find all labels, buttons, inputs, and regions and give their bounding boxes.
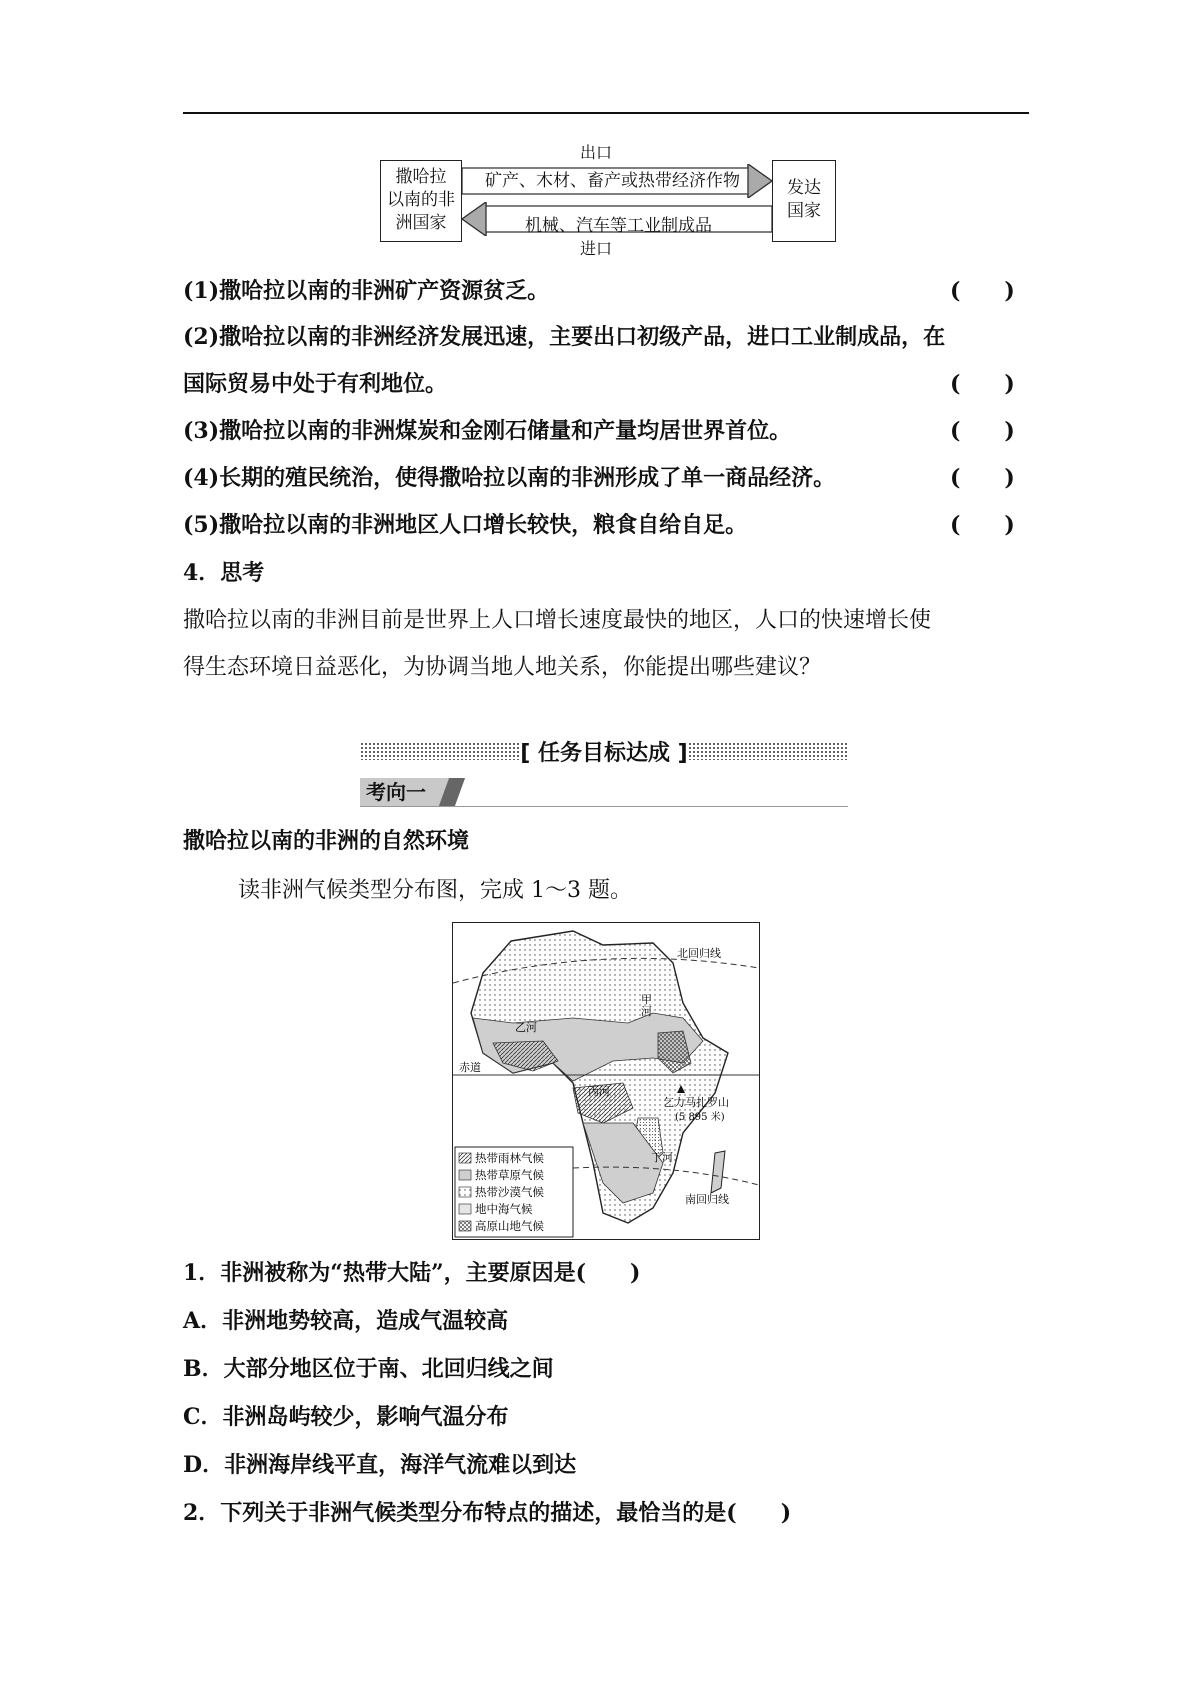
label-river-yi: 乙河 (515, 1021, 537, 1034)
africa-climate-map (452, 922, 760, 1240)
trade-diagram (380, 140, 840, 258)
map-legend (455, 1147, 573, 1237)
banner-dots (688, 742, 848, 760)
think-line-2: 得生态环境日益恶化，为协调当地人地关系，你能提出哪些建议？ (183, 655, 822, 680)
label-equator: 赤道 (459, 1061, 481, 1074)
q1-stem: 1．非洲被称为“热带大陆”，主要原因是( ) (183, 1260, 641, 1286)
left-box-line: 洲国家 (395, 213, 447, 233)
judgment-5: (5)撒哈拉以南的非洲地区人口增长较快，粮食自给自足。 (183, 512, 748, 538)
q1-option-a[interactable]: A．非洲地势较高，造成气温较高 (183, 1308, 509, 1334)
label-mountain: 乞力马扎罗山 (663, 1096, 729, 1109)
q1-option-c[interactable]: C．非洲岛屿较少，影响气温分布 (183, 1404, 509, 1430)
instruction: 读非洲气候类型分布图，完成 1～3 题。 (238, 878, 632, 903)
banner-dots (360, 742, 520, 760)
judgment-2-cont: 国际贸易中处于有利地位。 (183, 371, 448, 397)
direction-tab-bar (360, 778, 848, 807)
sub-saharan-box (380, 160, 462, 242)
export-label: 出口 (580, 143, 613, 162)
left-box-line: 撒哈拉 (395, 167, 447, 187)
q2-stem: 2．下列关于非洲气候类型分布特点的描述，最恰当的是( ) (183, 1500, 792, 1526)
legend-desert: 热带沙漠气候 (475, 1185, 544, 1199)
header-rule (183, 112, 1029, 114)
legend-rainforest: 热带雨林气候 (475, 1151, 544, 1165)
answer-blank[interactable]: ( ) (950, 512, 1015, 538)
q1-option-b[interactable]: B．大部分地区位于南、北回归线之间 (183, 1356, 554, 1382)
q1-option-d[interactable]: D．非洲海岸线平直，海洋气流难以到达 (183, 1452, 577, 1478)
answer-blank[interactable]: ( ) (950, 418, 1015, 444)
judgment-3: (3)撒哈拉以南的非洲煤炭和金刚石储量和产量均居世界首位。 (183, 418, 792, 444)
answer-blank[interactable]: ( ) (950, 278, 1015, 304)
left-box-line: 以南的非 (387, 190, 455, 210)
developed-country-box (772, 160, 836, 242)
africa-map-svg (453, 923, 759, 1239)
madagascar (711, 1151, 725, 1193)
legend-mediterranean: 地中海气候 (475, 1202, 533, 1216)
label-elevation: (5 895 米) (675, 1112, 725, 1123)
judgment-4: (4)长期的殖民统治，使得撒哈拉以南的非洲形成了单一商品经济。 (183, 465, 836, 491)
export-goods: 矿产、木材、畜产或热带经济作物 (485, 171, 740, 191)
section-title: 撒哈拉以南的非洲的自然环境 (183, 828, 470, 854)
task-banner (360, 738, 848, 764)
right-box-line: 发达 (787, 178, 821, 198)
judgment-2: (2)撒哈拉以南的非洲经济发展迅速，主要出口初级产品，进口工业制成品，在 (183, 324, 946, 350)
label-tropic-n: 北回归线 (677, 947, 721, 960)
answer-blank[interactable]: ( ) (950, 371, 1015, 397)
answer-blank[interactable]: ( ) (950, 465, 1015, 491)
label-river-jia: 甲河 (641, 993, 652, 1018)
label-tropic-s: 南回归线 (685, 1193, 729, 1206)
legend-savanna: 热带草原气候 (475, 1168, 544, 1182)
judgment-1: (1)撒哈拉以南的非洲矿产资源贫乏。 (183, 278, 550, 304)
direction-tab: 考向一 (360, 778, 452, 806)
think-heading: 4．思考 (183, 560, 265, 586)
legend-highland: 高原山地气候 (475, 1219, 544, 1233)
banner-title: [ 任务目标达成 ] (520, 741, 688, 766)
think-line-1: 撒哈拉以南的非洲目前是世界上人口增长速度最快的地区，人口的快速增长使 (183, 608, 932, 633)
label-river-ding: 丁河 (651, 1151, 673, 1164)
import-goods: 机械、汽车等工业制成品 (525, 216, 712, 236)
right-box-line: 国家 (787, 201, 821, 221)
label-river-bing: 丙河 (588, 1085, 610, 1098)
import-label: 进口 (580, 239, 613, 258)
